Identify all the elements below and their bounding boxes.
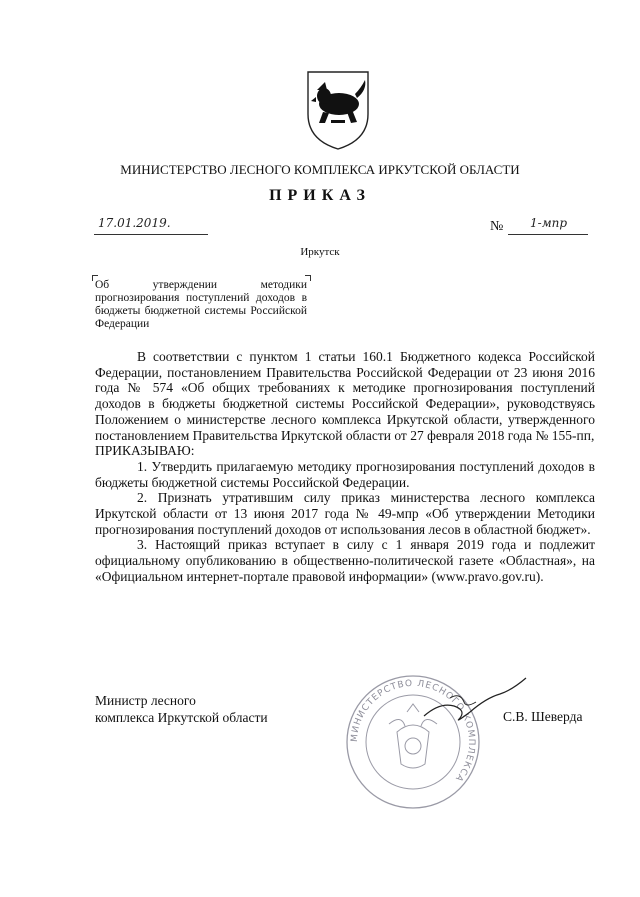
body-item-2: 2. Признать утратившим силу приказ министерства лесного комплекса Иркутской области от 13 июня 2017 года № 49-мпр «Об утверждении Методики прогнозирования поступлений доходов от использования лесов в областной бюджет». [95,490,595,537]
signatory-name: С.В. Шеверда [503,709,583,724]
document-body [95,349,595,585]
body-order-word: ПРИКАЗЫВАЮ: [95,443,195,459]
city: Иркутск [300,246,340,258]
document-date: 17.01.2019. [98,216,171,230]
signatory-position-line2: комплекса Иркутской области [95,710,268,725]
signatory-position [95,692,268,726]
number-sign: № [490,219,504,234]
signatory-position-line1: Министр лесного [95,693,196,708]
coat-of-arms-icon [303,68,373,152]
document-number: 1-мпр [530,216,568,230]
seal-text: МИНИСТЕРСТВО ЛЕСНОГО КОМПЛЕКСА [349,678,477,784]
body-paragraph-preamble: В соответствии с пунктом 1 статьи 160.1 Бюджетного кодекса Российской Федерации, постановлением Правительства Российской Федерации от 23 июня 2016 года № 574 «Об общих требованиях к методике прогнозирования поступлений доходов в бюджеты бюджетной системы Российской Федерации», руководствуясь Положением о министерстве лесного комплекса Иркутской области, утвержденного постановлением Правительства Иркутской области от 27 февраля 2018 года № 155-пп, [95,349,595,443]
ministry-name: МИНИСТЕРСТВО ЛЕСНОГО КОМПЛЕКСА ИРКУТСКОЙ ОБЛАСТИ [120,162,520,177]
body-item-3: 3. Настоящий приказ вступает в силу с 1 января 2019 года и подлежит официальному опубликованию в общественно-политической газете «Областная», на «Официальном интернет-портале правовой информации» (www.pravo.gov.ru). [95,537,595,584]
document-subject: Об утверждении методики прогнозирования поступлений доходов в бюджеты бюджетной системы Российской Федерации [95,279,307,330]
body-item-1: 1. Утвердить прилагаемую методику прогнозирования поступлений доходов в бюджеты бюджетной системы Российской Федерации. [95,458,595,490]
document-title: ПРИКАЗ [269,187,371,204]
